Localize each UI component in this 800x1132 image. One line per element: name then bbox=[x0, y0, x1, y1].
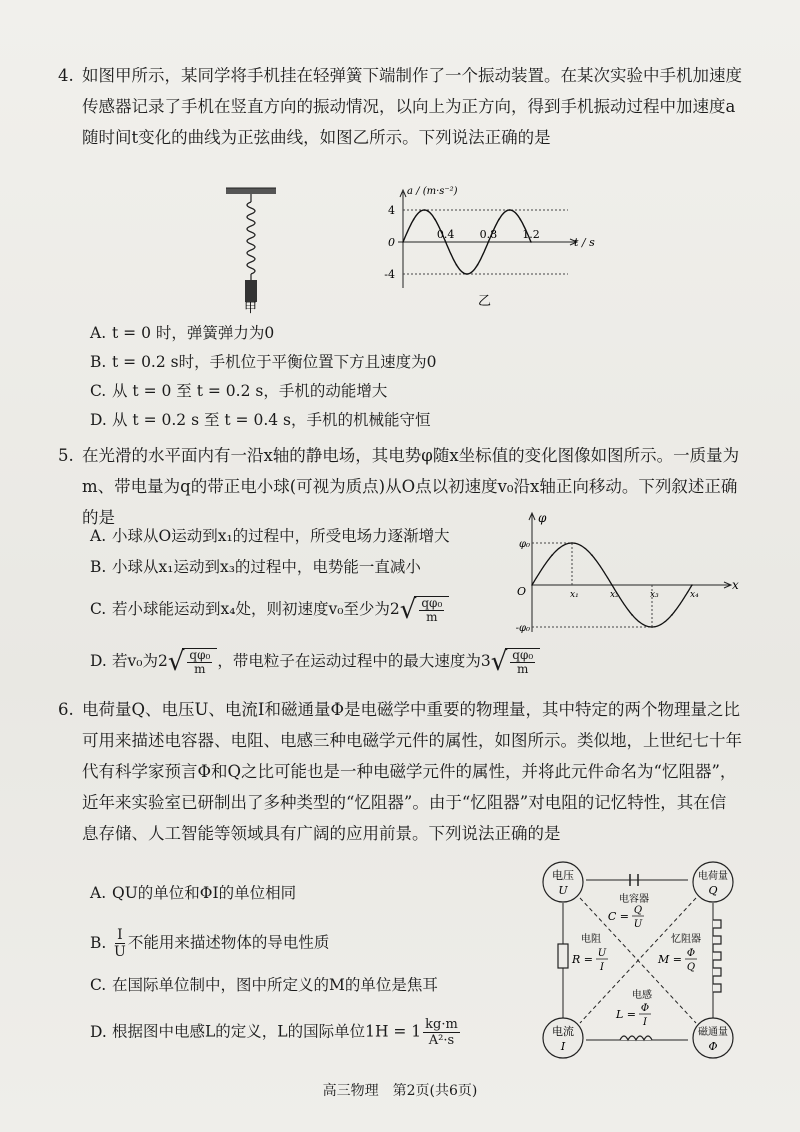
sqrt-expression: √ $\frac{\text{qφ₀}}{m}$ bbox=[400, 596, 449, 624]
option-text: 从 t = 0 至 t = 0.2 s，手机的动能增大 bbox=[112, 382, 388, 400]
data-point bbox=[520, 219, 522, 221]
data-point bbox=[551, 554, 553, 556]
data-point bbox=[531, 584, 533, 586]
data-point bbox=[456, 264, 458, 266]
svg-text:L =: L = bbox=[615, 1008, 636, 1021]
frac-denominator: m bbox=[194, 662, 206, 676]
frac-numerator: I bbox=[117, 927, 123, 943]
page-footer: 高三物理 第2页(共6页) bbox=[322, 1083, 478, 1099]
figure-yi-label: 乙 bbox=[478, 294, 492, 309]
x-tick-label: x₃ bbox=[650, 590, 659, 600]
phone bbox=[245, 280, 257, 302]
option-text: 在国际单位制中，图中所定义的M的单位是焦耳 bbox=[112, 976, 438, 994]
svg-text:U: U bbox=[597, 948, 607, 959]
frac-numerator: qφ₀ bbox=[421, 596, 443, 610]
option-text: 根据图中电感L的定义，L的国际单位1H = 1 bbox=[112, 1022, 422, 1041]
option-text: 从 t = 0.2 s 至 t = 0.4 s，手机的机械能守恒 bbox=[112, 411, 431, 429]
y-tick-label: φ₀ bbox=[518, 539, 530, 550]
svg-text:R =: R = bbox=[572, 953, 593, 966]
q5-option-b[interactable] bbox=[90, 556, 421, 578]
option-text: 小球从x₁运动到x₃的过程中，电势能一直减小 bbox=[112, 558, 421, 576]
current-node bbox=[543, 1018, 583, 1058]
data-point bbox=[424, 209, 426, 211]
svg-text:电流: 电流 bbox=[552, 1025, 574, 1038]
memristor-symbol bbox=[713, 920, 721, 992]
y-tick-label: 4 bbox=[388, 204, 395, 217]
svg-text:电阻: 电阻 bbox=[581, 934, 601, 945]
question-stem: 在光滑的水平面内有一沿x轴的静电场，其电势φ随x坐标值的变化图像如图所示。一质量为m、带电量为q的带正电小球(可视为质点)从O点以初速度v₀沿x轴正向移动。下列叙述正确的是 bbox=[82, 446, 740, 527]
resistor-symbol bbox=[558, 944, 568, 968]
option-label: C. bbox=[90, 382, 107, 400]
svg-text:电荷量: 电荷量 bbox=[698, 871, 728, 882]
sqrt-expression: √ $\frac{\text{qφ₀}}{m}$ bbox=[491, 648, 540, 676]
data-point bbox=[591, 554, 593, 556]
q6-option-a[interactable] bbox=[90, 882, 296, 904]
y-tick-label: -4 bbox=[384, 268, 395, 281]
svg-text:Φ: Φ bbox=[640, 1003, 650, 1014]
q4-option-a[interactable] bbox=[90, 322, 274, 344]
inductor-symbol bbox=[620, 1036, 652, 1040]
svg-text:M =: M = bbox=[658, 953, 682, 966]
data-point bbox=[631, 614, 633, 616]
option-label: B. bbox=[90, 558, 107, 576]
svg-text:C =: C = bbox=[607, 910, 629, 923]
data-point bbox=[434, 219, 436, 221]
svg-text:U: U bbox=[633, 919, 643, 930]
q4-option-d[interactable] bbox=[90, 409, 431, 431]
fraction bbox=[114, 927, 126, 960]
data-point bbox=[488, 241, 490, 243]
svg-text:U: U bbox=[558, 884, 568, 897]
frac-numerator: qφ₀ bbox=[189, 648, 211, 662]
q6-option-b[interactable] bbox=[90, 927, 329, 960]
option-label: A. bbox=[90, 527, 107, 545]
svg-text:Q: Q bbox=[686, 962, 696, 973]
option-text: 若小球能运动到x₄处，则初速度v₀至少为2 bbox=[112, 600, 400, 618]
y-tick-label: -φ₀ bbox=[515, 623, 530, 634]
question-number: 4. bbox=[58, 66, 74, 85]
frac-numerator: kg·m bbox=[425, 1017, 458, 1032]
question-number: 6. bbox=[58, 700, 74, 719]
x-tick-label: 0.4 bbox=[436, 228, 455, 241]
ceiling-support bbox=[226, 188, 276, 194]
svg-text:电容器: 电容器 bbox=[619, 894, 649, 905]
data-point bbox=[651, 626, 653, 628]
svg-text:Φ: Φ bbox=[686, 948, 696, 959]
option-text: ，带电粒子在运动过程中的最大速度为3 bbox=[217, 652, 491, 670]
data-point bbox=[509, 209, 511, 211]
data-point bbox=[671, 614, 673, 616]
q6-option-c[interactable] bbox=[90, 974, 438, 996]
svg-text:Φ: Φ bbox=[708, 1040, 718, 1053]
frac-denominator: m bbox=[517, 662, 529, 676]
y-axis-label: φ bbox=[538, 511, 547, 525]
question-stem: 电荷量Q、电压U、电流I和磁通量Φ是电磁学中重要的物理量，其中特定的两个物理量之比可用来描述电容器、电阻、电感三种电磁学元件的属性，如图所示。类似地，上世纪七十年代有科学家预言Φ和Q之比可能也是一种电磁学元件的属性，并将此元件命名为“忆阻器”，近年来实验室已研制出了多种类型的“忆阻器”。由于“忆阻器”对电阻的记忆特性，其在信息存储、人工智能等领域具有广阔的应用前景。下列说法正确的是 bbox=[82, 700, 742, 843]
x-axis-label: t / s bbox=[574, 236, 595, 249]
option-text: t = 0.2 s时，手机位于平衡位置下方且速度为0 bbox=[112, 353, 437, 371]
q5-option-d[interactable] bbox=[90, 648, 540, 676]
option-text: 小球从O运动到x₁的过程中，所受电场力逐渐增大 bbox=[112, 527, 450, 545]
svg-text:磁通量: 磁通量 bbox=[698, 1027, 728, 1038]
q4-option-c[interactable] bbox=[90, 380, 387, 402]
data-point bbox=[466, 273, 468, 275]
q4-option-b[interactable] bbox=[90, 351, 436, 373]
x-tick-label: x₂ bbox=[610, 590, 619, 600]
option-label: D. bbox=[90, 652, 107, 670]
option-text: QU的单位和ΦI的单位相同 bbox=[112, 884, 297, 902]
option-label: C. bbox=[90, 600, 107, 618]
frac-denominator: A²·s bbox=[428, 1033, 455, 1048]
q5-option-a[interactable] bbox=[90, 525, 450, 547]
data-point bbox=[413, 219, 415, 221]
svg-text:电感: 电感 bbox=[632, 990, 652, 1001]
option-text: t = 0 时，弹簧弹力为0 bbox=[112, 324, 275, 342]
data-point bbox=[402, 241, 404, 243]
q5-option-c[interactable] bbox=[90, 596, 449, 624]
option-text: 不能用来描述物体的导电性质 bbox=[127, 933, 330, 952]
memristor-definition bbox=[657, 932, 701, 973]
svg-text:I: I bbox=[560, 1040, 566, 1053]
data-point bbox=[498, 219, 500, 221]
svg-text:Q: Q bbox=[633, 905, 643, 916]
x-axis-label: x bbox=[732, 578, 739, 592]
electromagnetic-elements-diagram bbox=[538, 858, 748, 1062]
data-point bbox=[477, 264, 479, 266]
inductor-definition bbox=[615, 988, 652, 1028]
figure-jia-label: 甲 bbox=[244, 301, 258, 316]
option-label: B. bbox=[90, 353, 107, 371]
figure-yi-chart bbox=[355, 180, 595, 310]
fraction bbox=[423, 1017, 460, 1048]
origin-label: O bbox=[516, 585, 526, 598]
svg-text:电压: 电压 bbox=[552, 869, 574, 882]
data-point bbox=[530, 241, 532, 243]
option-label: A. bbox=[90, 884, 107, 902]
frac-denominator: m bbox=[426, 610, 438, 624]
spring bbox=[247, 202, 255, 274]
data-point bbox=[691, 584, 693, 586]
option-label: D. bbox=[90, 1022, 107, 1041]
svg-text:忆阻器: 忆阻器 bbox=[671, 934, 701, 945]
y-axis-label: a / (m·s⁻²) bbox=[407, 186, 458, 197]
question-6 bbox=[58, 694, 742, 849]
flux-node bbox=[693, 1018, 733, 1058]
data-point bbox=[445, 241, 447, 243]
origin-label: 0 bbox=[388, 236, 395, 249]
x-tick-label: x₁ bbox=[570, 590, 579, 600]
question-number: 5. bbox=[58, 446, 74, 465]
data-point bbox=[611, 584, 613, 586]
sqrt-expression: √ $\frac{\text{qφ₀}}{m}$ bbox=[168, 648, 217, 676]
option-label: D. bbox=[90, 411, 107, 429]
option-label: A. bbox=[90, 324, 107, 342]
figure-jia bbox=[220, 184, 300, 314]
phi-x-chart bbox=[500, 510, 740, 635]
voltage-node bbox=[543, 862, 583, 902]
x-tick-label: 1.2 bbox=[522, 228, 540, 241]
question-stem: 如图甲所示，某同学将手机挂在轻弹簧下端制作了一个振动装置。在某次实验中手机加速度传感器记录了手机在竖直方向的振动情况，以向上为正方向，得到手机振动过程中加速度a随时间t变化的曲线为正弦曲线，如图乙所示。下列说法正确的是 bbox=[82, 66, 742, 147]
question-4 bbox=[58, 60, 742, 153]
option-label: B. bbox=[90, 933, 107, 952]
x-tick-label: 0.8 bbox=[479, 228, 498, 241]
option-label: C. bbox=[90, 976, 107, 994]
data-point bbox=[571, 542, 573, 544]
svg-text:Q: Q bbox=[708, 884, 718, 897]
x-tick-label: x₄ bbox=[690, 590, 699, 600]
svg-text:I: I bbox=[600, 962, 604, 973]
charge-node bbox=[693, 862, 733, 902]
svg-text:I: I bbox=[643, 1017, 647, 1028]
frac-numerator: qφ₀ bbox=[512, 648, 534, 662]
capacitor-definition bbox=[608, 892, 649, 930]
option-text: 若v₀为2 bbox=[112, 652, 168, 670]
resistor-definition bbox=[571, 932, 608, 973]
frac-denominator: U bbox=[114, 944, 126, 960]
q6-option-d[interactable] bbox=[90, 1017, 462, 1048]
